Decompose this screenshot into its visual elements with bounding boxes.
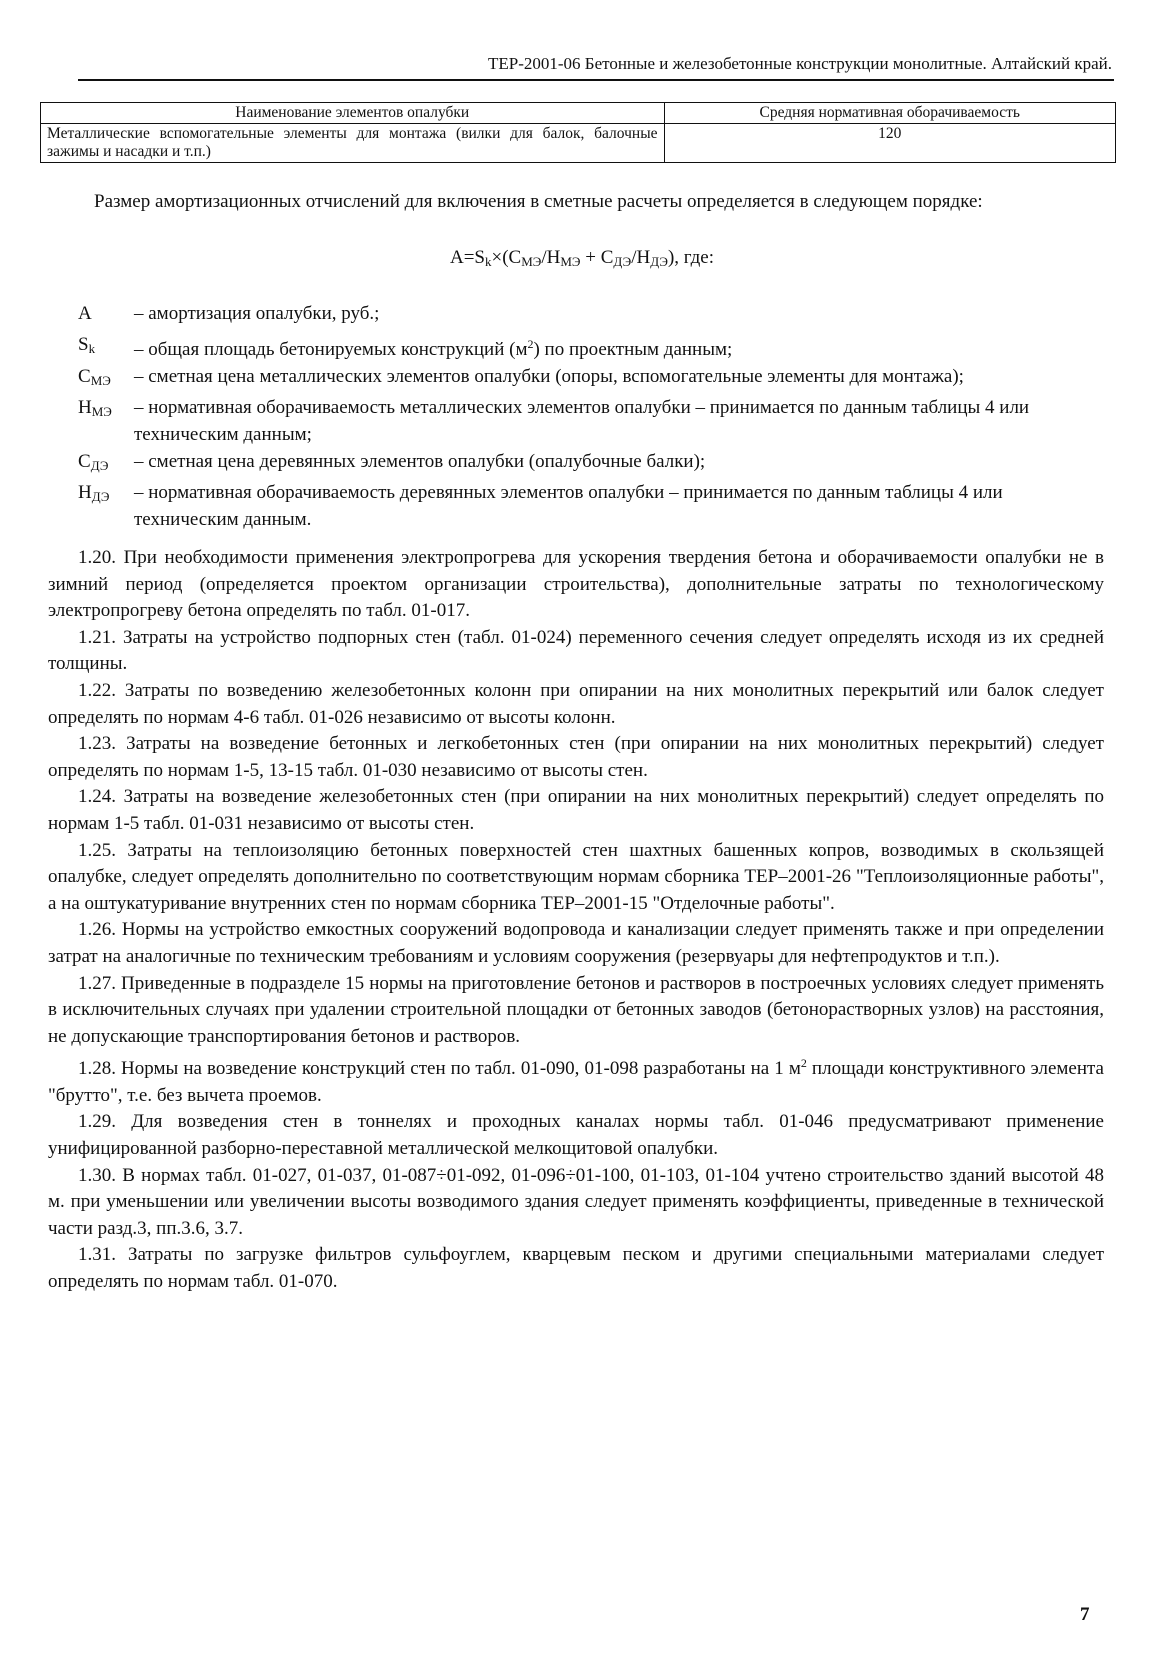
clause-1-27: 1.27. Приведенные в подразделе 15 нормы на приготовление бетонов и растворов в построечных условиях следует применять в исключительных случаях при удалении строительной площадки от бетонных заводов (бетонорастворных узлов) на расстояния, не допускающие транспортирования бетонов и растворов. [48,972,1104,1047]
column-header-turnover: Средняя нормативная оборачиваемость [664,103,1116,124]
definition-symbol: $Н_{МЭ}$ [78,397,112,419]
definition-text: – нормативная оборачиваемость металлических элементов опалубки – принимается по данным таблицы 4 или техническим данным; [134,397,1030,445]
definition-symbol: $С_{ДЭ}$ [78,451,109,473]
clause-1-31: 1.31. Затраты по загрузке фильтров сульфоуглем, кварцевым песком и другими специальными материалами следует определять по нормам табл. 01-070. [48,1244,1104,1293]
page-number: 7 [1080,1604,1090,1625]
definition-text: – общая площадь бетонируемых конструкций $(м^2)$ по проектным данным; [134,337,733,360]
definition-text: – нормативная оборачиваемость деревянных элементов опалубки – принимается по данным таблицы 4 или техническим данным. [134,482,1003,530]
definition-item [78,394,1098,448]
table-cell-turnover: 120 [664,124,1116,163]
clause-1-25: 1.25. Затраты на теплоизоляцию бетонных поверхностей стен шахтных башенных копров, возводимых в скользящей опалубке, следует определять дополнительно по соответствующим нормам сборника ТЕР–2001-26 "Теплоизоляционные работы", а на оштукатуривание внутренних стен по нормам сборника ТЕР–2001-15 "Отделочные работы". [48,839,1104,914]
clause-1-28: 1.28. Нормы на возведение конструкций стен по табл. 01-090, 01-098 разработаны на 1 $м^2$ площади конструктивного элемента "брутто", т.е. без вычета проемов. [48,1056,1104,1106]
table-cell-name: Металлические вспомогательные элементы для монтажа (вилки для балок, балочные зажимы и насадки и т.п.) [41,124,665,163]
definition-text: – амортизация опалубки, руб.; [134,303,380,324]
table-row [41,124,1116,163]
header-rule [78,79,1114,81]
definition-text: – сметная цена деревянных элементов опалубки (опалубочные балки); [134,451,706,472]
running-header: ТЕР-2001-06 Бетонные и железобетонные конструкции монолитные. Алтайский край. [488,54,1112,73]
clause-1-21: 1.21. Затраты на устройство подпорных стен (табл. 01-024) переменного сечения следует определять исходя из их средней толщины. [48,626,1104,675]
table-header-row [41,103,1116,124]
definition-text: – сметная цена металлических элементов опалубки (опоры, вспомогательные элементы для монтажа); [134,366,964,387]
clause-1-24: 1.24. Затраты на возведение железобетонных стен (при опирании на них монолитных перекрытий) следует определять по нормам 1-5 табл. 01-031 независимо от высоты стен. [48,786,1104,834]
amortization-formula: $A=S_k\times(С_{МЭ}/Н_{МЭ} + С_{ДЭ}/Н_{ДЭ})$, где: [449,247,715,269]
intro-paragraph: Размер амортизационных отчислений для включения в сметные расчеты определяется в следующем порядке: [94,191,983,212]
definition-item [78,479,1098,533]
definition-symbol: А [78,303,92,324]
definition-symbol: $S_k$ [78,334,96,356]
numbered-clauses [48,545,1104,1296]
clause-1-23: 1.23. Затраты на возведение бетонных и легкобетонных стен (при опирании на них монолитных перекрытий) следует определять по нормам 1-5, 13-15 табл. 01-030 независимо от высоты стен. [48,733,1104,781]
definition-item [78,448,1098,479]
clause-1-22: 1.22. Затраты по возведению железобетонных колонн при опирании на них монолитных перекрытий или балок следует определять по нормам 4-6 табл. 01-026 независимо от высоты колонн. [48,679,1104,728]
definition-item [78,363,1098,394]
column-header-name: Наименование элементов опалубки [41,103,665,124]
clause-1-29: 1.29. Для возведения стен в тоннелях и проходных каналах нормы табл. 01-046 предусматривают применение унифицированной разборно-переставной металлической мелкощитовой опалубки. [48,1111,1104,1160]
definition-item [78,300,1098,331]
clause-1-30: 1.30. В нормах табл. 01-027, 01-037, 01-087÷01-092, 01-096÷01-100, 01-103, 01-104 учтено строительство зданий высотой 48 м. при уменьшении или увеличении высоты возводимого здания следует применять коэффициенты, приведенные в технической части разд.3, пп.3.6, 3.7. [48,1164,1104,1239]
formwork-turnover-table [40,102,1116,163]
definition-symbol: $С_{МЭ}$ [78,366,111,388]
definition-item [78,331,1098,363]
definition-symbol: $Н_{ДЭ}$ [78,482,110,504]
clause-1-20: 1.20. При необходимости применения электропрогрева для ускорения твердения бетона и оборачиваемости опалубки не в зимний период (определяется проектом организации строительства), дополнительные затраты по технологическому электропрогреву бетона определять по табл. 01-017. [48,547,1104,622]
definitions-list [78,300,1098,533]
clause-1-26: 1.26. Нормы на устройство емкостных сооружений водопровода и канализации следует применять также и при определении затрат на аналогичные по техническим требованиям и условиям сооружения (резервуары для нефтепродуктов и т.п.). [48,919,1104,967]
